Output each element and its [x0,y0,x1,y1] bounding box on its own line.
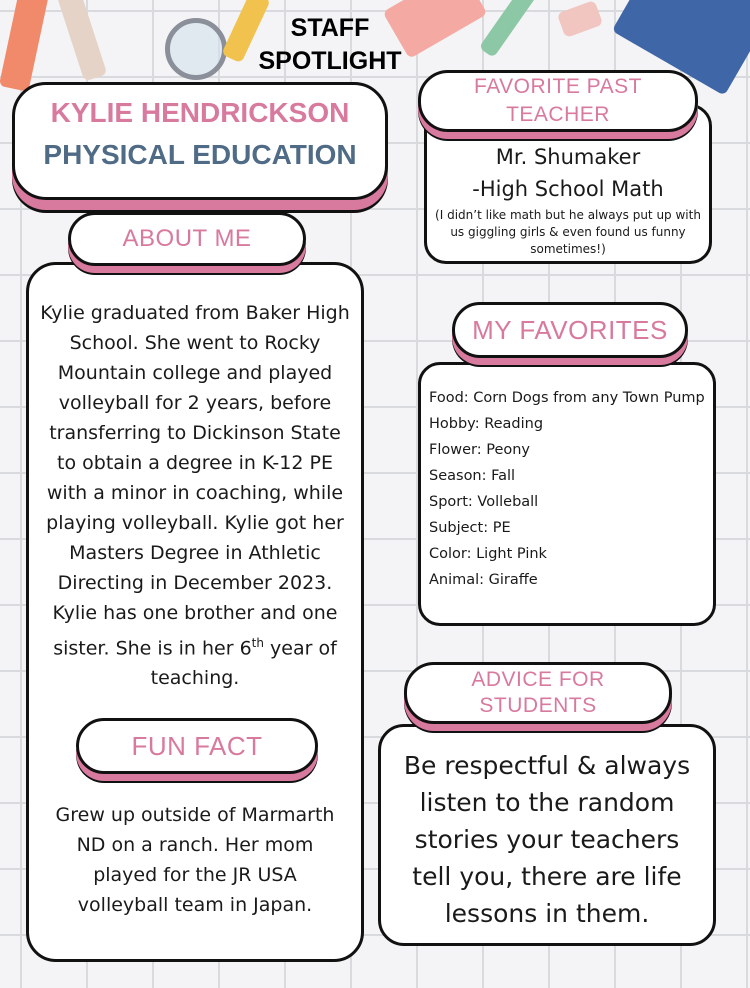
past-teacher-heading: FAVORITE PAST TEACHER [418,70,698,132]
fun-fact-text: Grew up outside of Marmarth ND on a ranch. Her mom played for the JR USA volleyball team in Japan. [55,804,335,916]
marker-decoration [57,0,108,82]
eraser-decoration [557,0,603,38]
about-text-end: year of teaching. [150,637,337,690]
favorite-item: Hobby: Reading [429,416,544,432]
magnifier-decoration [165,18,227,80]
past-teacher-subject: -High School Math [472,177,664,201]
about-heading: ABOUT ME [68,212,306,266]
pen-decoration [479,0,540,58]
favorite-item: Flower: Peony [429,442,531,458]
past-teacher-note: (I didn’t like math but he always put up with us giggling girls & even found us funny sometimes!) [435,208,701,256]
favorite-item: Subject: PE [429,520,511,536]
past-teacher-name: Mr. Shumaker [495,145,641,169]
favorites-card [418,362,716,626]
about-text [38,298,352,693]
about-text-main: Kylie graduated from Baker High School. She went to Rocky Mountain college and played volleyball for 2 years, before transferring to Dickinson State to obtain a degree in K-12 PE with a minor in coaching, while playing volleyball. Kylie got her Masters Degree in Athletic Directing in December 2023. Kylie has one brother and one sister. She is in her 6 [40,302,350,660]
favorite-item: Sport: Volleball [429,494,539,510]
favorite-item: Color: Light Pink [429,546,547,562]
about-text-sup: th [251,636,264,650]
page-title: STAFF SPOTLIGHT [258,14,402,75]
favorite-item: Food: Corn Dogs from any Town Pump [429,390,705,406]
staff-role: PHYSICAL EDUCATION [43,139,357,170]
advice-text: Be respectful & always listen to the random stories your teachers tell you, there are life lessons in them. [403,751,691,928]
favorite-item: Animal: Giraffe [429,572,538,588]
advice-heading: ADVICE FOR STUDENTS [404,662,672,724]
fun-fact-heading: FUN FACT [76,718,318,774]
advice-card [378,724,716,946]
staff-name: KYLIE HENDRICKSON [50,97,350,128]
favorites-list [429,385,705,593]
favorite-item: Season: Fall [429,468,516,484]
name-card [12,82,388,200]
favorites-heading: MY FAVORITES [452,302,688,358]
pencil-decoration [0,0,51,92]
